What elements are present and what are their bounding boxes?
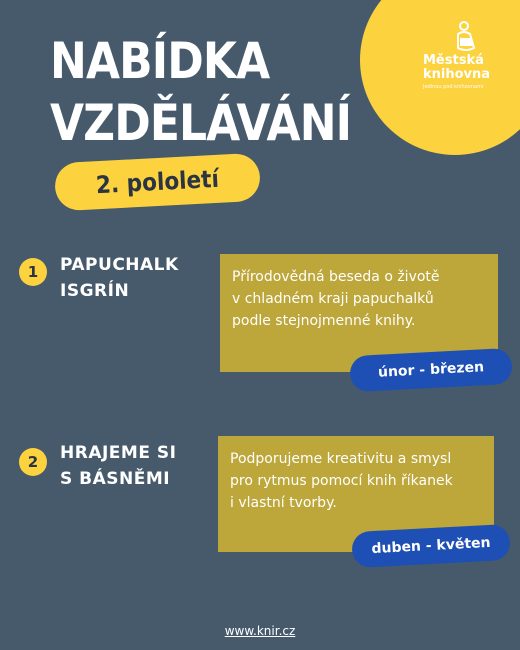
page-title [50, 30, 351, 154]
desc-line3: i vlastní tvorby. [230, 495, 337, 511]
website-link[interactable]: www.knir.cz [224, 624, 296, 638]
desc-line1: Přírodovědná beseda o životě [232, 269, 440, 285]
semester-label: 2. pololetí [95, 164, 220, 200]
desc-line2: v chladném kraji papuchalků [232, 291, 434, 307]
item-title [60, 440, 176, 492]
item-title-line2: S BÁSNĚMI [60, 469, 171, 489]
logo-name-line2: knihovna [423, 67, 491, 82]
title-line1: NABÍDKA [50, 32, 270, 90]
logo-name [423, 54, 513, 82]
desc-line3: podle stejnojmenné knihy. [232, 313, 416, 329]
item-title-line1: PAPUCHALK [60, 255, 179, 275]
reading-figure-icon [448, 20, 484, 56]
item-title-line2: ISGRÍN [60, 281, 130, 301]
desc-line2: pro rytmus pomocí knih říkanek [230, 473, 453, 489]
logo-name-line1: Městská [423, 53, 484, 68]
desc-line1: Podporujeme kreativitu a smysl [230, 451, 452, 467]
date-badge: duben - květen [351, 524, 511, 568]
date-badge: únor - březen [349, 348, 513, 392]
item-number-badge: 1 [19, 258, 47, 286]
item-title-line1: HRAJEME SI [60, 443, 177, 463]
item-number-badge: 2 [19, 448, 47, 476]
item-title [60, 252, 179, 304]
logo-tagline: Jedinou pod knihovnami [423, 84, 484, 90]
title-line2: VZDĚLÁVÁNÍ [50, 94, 352, 152]
semester-badge [54, 153, 261, 212]
